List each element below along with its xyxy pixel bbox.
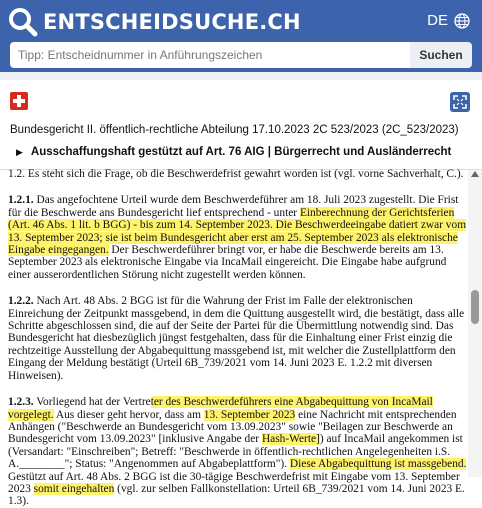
paragraph-text: Aus dieser geht hervor, dass am bbox=[53, 408, 204, 421]
swiss-cross-icon bbox=[10, 92, 28, 110]
decision-subject: Ausschaffungshaft gestützt auf Art. 76 AIG | Bürgerrecht und Ausländerrecht bbox=[30, 146, 452, 158]
paragraph-number: 1.2.1. bbox=[8, 194, 34, 207]
language-code: DE bbox=[427, 12, 448, 29]
scrollbar-thumb[interactable] bbox=[471, 290, 479, 324]
search-bar bbox=[10, 42, 472, 68]
paragraph-cut: 1.2. Es steht sich die Frage, ob die Beschwerdefrist gewahrt worden ist (vgl. vorne Sachverhalt, C.). bbox=[8, 168, 464, 180]
search-input[interactable] bbox=[10, 42, 410, 68]
caret-right-icon: ▶ bbox=[16, 146, 23, 157]
magnifier-logo-icon bbox=[8, 7, 38, 37]
paragraph-text: Das angefochtene Urteil wurde dem Beschwerdeführer am 18. Juli 2023 zugestellt. Die Frist für die Beschwerde ans Bundesgericht lief entsprechend - unter bbox=[8, 194, 459, 219]
paragraph-1-2-3 bbox=[8, 396, 468, 508]
highlighted-text: ter des Beschwerdeführers eine Abgabequittung von IncaMail vorgelegt. bbox=[8, 396, 433, 421]
logo-text: ENTSCHEIDSUCHE.CH bbox=[43, 10, 301, 34]
highlighted-text: Hash-Werte] bbox=[261, 433, 320, 446]
globe-icon bbox=[454, 13, 470, 29]
highlighted-text: somit eingehalten bbox=[33, 482, 115, 495]
search-button[interactable]: Suchen bbox=[410, 42, 472, 68]
document-text bbox=[8, 168, 468, 508]
decision-subject-toggle[interactable] bbox=[16, 146, 451, 158]
highlighted-text: Einberechnung der Gerichtsferien (Art. 46 Abs. 1 lit. b BGG) - bis zum 14. September 2023. Die Beschwerdeeingabe datiert zwar vom 13. September 2023; sie ist beim Bundesgericht aber erst am 25. September 2023 als elektronische Eingabe eingegangen. bbox=[8, 206, 467, 257]
paragraph-text: Vorliegend hat der Vertre bbox=[33, 396, 151, 409]
paragraph-number: 1.2.3. bbox=[8, 396, 34, 409]
language-switcher[interactable] bbox=[427, 12, 470, 29]
highlighted-text: Diese Abgabequittung ist massgebend. bbox=[289, 458, 467, 471]
paragraph-text: eine Nachricht mit entsprechenden Anhängen ("Beschwerde an Bundesgericht vom 13.09.2023" sowie "Beilagen zur Beschwerde an Bundesgericht vom 13.09.2023" [inklusive Angabe der bbox=[8, 408, 457, 446]
scroll-up-arrow-icon[interactable] bbox=[471, 171, 479, 177]
paragraph-text: ) auf IncaMail angekommen ist (Versandart: "Einschreiben"; Betreff: "Beschwerde in öffentlich-rechtlichen Angelegenheiten i.S. A.________"; Status: "Angenommen auf Abgabeplattform"). bbox=[8, 433, 463, 471]
paragraph-text: Der Beschwerdeführer bringt vor, er habe die Beschwerde bereits am 13. September 2023 als elektronische Eingabe via IncaMail eingereicht. Die Eingabe habe aufgrund einer ausserordentlichen Störung nicht zugestellt werden können. bbox=[8, 244, 447, 281]
header-separator bbox=[0, 72, 482, 80]
paragraph-text: Nach Art. 48 Abs. 2 BGG ist für die Wahrung der Frist im Falle der elektronischen Einreichung der Zeitpunkt massgebend, in dem die Quittung ausgestellt wird, die bestätigt, dass alle Schritte abgeschlossen sind, die auf der Seite der Partei für die Übermittlung notwendig sind. Das Bundesgericht hat diesbezüglich jüngst festgehalten, dass für die Einhaltung einer Frist einzig die rechtzeitige Ausstellung der Abgabequittung massgebend ist, mit welcher die Zustellplattform den Eingang der Meldung bestätigt (Urteil 6B_739/2021 vom 14. Juni 2023 E. 1.2.2 mit diversen Hinweisen). bbox=[8, 295, 465, 382]
logo[interactable] bbox=[8, 7, 301, 37]
highlighted-text: 13. September 2023 bbox=[203, 408, 296, 421]
paragraph-text: (vgl. zur selben Fallkonstellation: Urteil 6B_739/2021 vom 14. Juni 2023 E. 1.3). bbox=[8, 482, 465, 508]
decision-title: Bundesgericht II. öffentlich-rechtliche Abteilung 17.10.2023 2C 523/2023 (2C_523/2023) bbox=[10, 124, 459, 136]
paragraph-1-2-1 bbox=[8, 194, 468, 281]
fullscreen-icon bbox=[450, 92, 470, 112]
paragraph-text: Gestützt auf Art. 48 Abs. 2 BGG ist die 30-tägige Beschwerdefrist mit Eingabe vom 13. September 2023 bbox=[8, 470, 460, 495]
top-bar bbox=[0, 0, 482, 72]
paragraph-1-2-2 bbox=[8, 295, 468, 382]
fullscreen-button[interactable] bbox=[450, 92, 470, 112]
paragraph-number: 1.2.2. bbox=[8, 295, 34, 308]
